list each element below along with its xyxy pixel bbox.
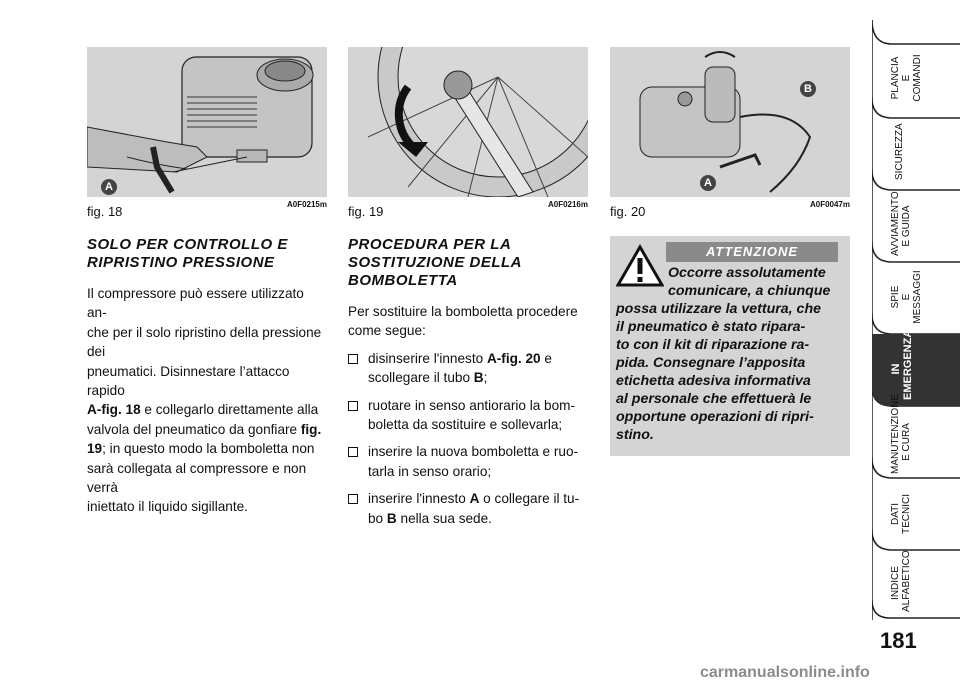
warning-line: to con il kit di riparazione ra- [616,337,810,353]
body-line: che per il solo ripristino della pressione dei [87,324,322,360]
step-text: inserire l'innesto [368,491,470,507]
tab-dati[interactable] [872,478,960,550]
body-line: sarà collegata al compressore e non verrà [87,460,307,496]
list-item [348,349,588,388]
heading-line: SOLO PER CONTROLLO E [87,236,288,253]
section-pressure-only [87,236,327,517]
body-line: ; in questo modo la bomboletta non [102,441,315,457]
warning-title: ATTENZIONE [666,242,838,262]
step-text: tarla in senso orario; [368,463,492,479]
heading-line: SOSTITUZIONE DELLA [348,254,522,271]
figure-ref: A [469,491,480,507]
tab-label: TECNICI [901,494,912,534]
tab-sicurezza[interactable] [872,118,960,190]
section-pressure-only-heading [87,236,327,272]
tab-manutenzione[interactable] [872,394,960,478]
step-text: nella sua sede. [396,510,492,526]
tab-spie[interactable] [872,262,960,334]
figure-19-number: fig. 19 [348,204,384,219]
tab-label: E MESSAGGI [901,270,923,324]
body-line: iniettato il liquido sigillante. [87,499,248,515]
step-text: boletta da sostituire e sollevarla; [368,417,563,433]
list-item [348,396,588,435]
tab-label: IN [890,363,902,375]
figure-ref: fig. [300,421,322,437]
figure-20-number: fig. 20 [610,204,646,219]
warning-line: il pneumatico è stato ripara- [616,319,806,335]
figure-ref: B [386,510,397,526]
tab-label: MANUTENZIONE [890,394,901,474]
tab-label: SICUREZZA [894,123,905,180]
warning-line: opportune operazioni di ripri- [616,409,814,425]
step-text: e [540,350,552,366]
figure-ref: B [473,370,484,386]
figure-18-image [87,47,327,197]
page-number: 181 [880,628,917,653]
warning-line: stino. [616,427,654,443]
figure-19-code: A0F0216m [547,200,588,209]
tab-label: PLANCIA [890,56,901,100]
step-text: bo [368,510,387,526]
step-text: scollegare il tubo [368,370,474,386]
tab-label: INDICE [890,566,901,600]
figure-ref: A-fig. 18 [87,402,141,418]
figure-19-image [348,47,588,197]
figure-20-marker-a: A [700,175,716,191]
tab-label: SPIE [890,285,901,309]
figure-ref: A-fig. 20 [486,350,541,366]
figure-18-number: fig. 18 [87,204,123,219]
section-replace-canister-heading [348,236,588,290]
tab-label: AVVIAMENTO [890,191,901,256]
section-replace-canister-intro [348,302,588,341]
figure-20-code: A0F0047m [809,200,850,209]
warning-line: Occorre assolutamente [668,265,826,281]
body-line: Il compressore può essere utilizzato an- [87,286,304,321]
list-item [348,489,588,528]
warning-box [610,236,850,456]
body-line: valvola del pneumatico da gonfiare [87,421,301,437]
heading-line: RIPRISTINO PRESSIONE [87,254,275,271]
tab-emergenza[interactable] [872,329,960,406]
tab-indice[interactable] [872,550,960,618]
warning-line: etichetta adesiva informativa [616,373,811,389]
section-replace-canister [348,236,588,536]
body-line: e collegarlo direttamente alla [140,402,319,418]
list-item [348,442,588,481]
tab-label: EMERGENZA [902,329,914,400]
step-text: o collegare il tu- [479,491,580,507]
step-text: disinserire l'innesto [368,350,487,366]
step-text: ruotare in senso antiorario la bom- [368,397,576,413]
tab-plancia[interactable] [872,44,960,118]
body-line: Per sostituire la bomboletta procedere [348,304,578,319]
warning-line: comunicare, a chiunque [668,283,831,299]
tab-label: DATI [890,502,901,526]
tab-label: E COMANDI [901,54,923,102]
tab-label: E GUIDA [901,205,912,247]
figure-18-code: A0F0215m [286,200,327,209]
tab-avviamento[interactable] [872,190,960,262]
figure-20-marker-b: B [800,81,816,97]
steps-list [348,349,588,528]
figure-ref: 19 [87,441,103,457]
figure-18-marker-a: A [101,179,117,195]
body-line: pneumatici. Disinnestare l’attacco rapido [87,363,290,399]
warning-text [616,264,844,444]
watermark: carmanualsonline.info [700,664,870,681]
warning-line: al personale che effettuerà le [616,391,812,407]
warning-line: pida. Consegnare l’apposita [616,355,806,371]
step-text: ; [483,370,488,386]
heading-line: BOMBOLETTA [348,272,458,289]
step-text: inserire la nuova bomboletta e ruo- [368,444,579,460]
figure-20-image [610,47,850,197]
warning-line: possa utilizzare la vettura, che [616,301,822,317]
tab-label: E CURA [901,423,912,461]
tab-label: ALFABETICO [901,550,912,612]
chapter-tabs [872,0,960,692]
heading-line: PROCEDURA PER LA [348,236,512,253]
body-line: come segue: [348,323,426,339]
section-pressure-only-body [87,284,327,517]
